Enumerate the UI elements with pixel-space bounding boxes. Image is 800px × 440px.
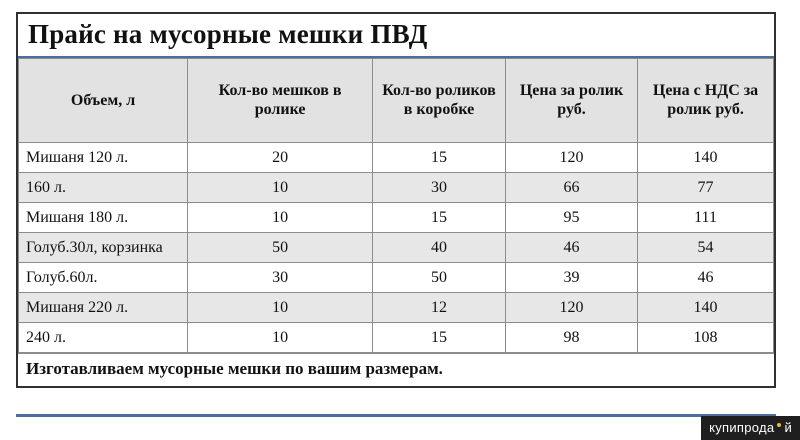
column-header-price-per-roll: Цена за ролик руб.	[505, 59, 637, 143]
watermark-badge	[701, 416, 800, 440]
cell-price-per-roll: 95	[505, 203, 637, 233]
watermark-text-right: й	[784, 420, 792, 435]
cell-volume: 240 л.	[19, 323, 188, 353]
table-row	[19, 203, 774, 233]
cell-price-per-roll: 46	[505, 233, 637, 263]
table-row	[19, 293, 774, 323]
table-row	[19, 263, 774, 293]
table-row	[19, 173, 774, 203]
cell-rolls-per-box: 15	[373, 203, 506, 233]
cell-rolls-per-box: 40	[373, 233, 506, 263]
column-header-rolls-per-box: Кол-во роликов в коробке	[373, 59, 506, 143]
bottom-accent-rule	[16, 414, 776, 417]
table-row	[19, 233, 774, 263]
watermark-text-left: купипрода	[709, 420, 775, 435]
footer-note: Изготавливаем мусорные мешки по вашим размерам.	[18, 353, 774, 386]
cell-bags-per-roll: 20	[188, 143, 373, 173]
cell-rolls-per-box: 30	[373, 173, 506, 203]
watermark-dot-icon	[777, 423, 781, 427]
table-row	[19, 323, 774, 353]
cell-volume: Мишаня 180 л.	[19, 203, 188, 233]
cell-price-with-vat: 46	[638, 263, 774, 293]
cell-rolls-per-box: 50	[373, 263, 506, 293]
cell-volume: Голуб.30л, корзинка	[19, 233, 188, 263]
table-header-row	[19, 59, 774, 143]
cell-rolls-per-box: 15	[373, 323, 506, 353]
title-bar	[18, 14, 774, 58]
cell-bags-per-roll: 50	[188, 233, 373, 263]
cell-price-with-vat: 108	[638, 323, 774, 353]
table-body	[19, 143, 774, 353]
column-header-price-with-vat: Цена с НДС за ролик руб.	[638, 59, 774, 143]
cell-price-per-roll: 120	[505, 293, 637, 323]
cell-price-with-vat: 140	[638, 293, 774, 323]
cell-volume: Голуб.60л.	[19, 263, 188, 293]
cell-price-with-vat: 140	[638, 143, 774, 173]
cell-bags-per-roll: 10	[188, 203, 373, 233]
cell-bags-per-roll: 10	[188, 323, 373, 353]
table-row	[19, 143, 774, 173]
cell-rolls-per-box: 15	[373, 143, 506, 173]
column-header-volume: Объем, л	[19, 59, 188, 143]
cell-rolls-per-box: 12	[373, 293, 506, 323]
cell-volume: Мишаня 220 л.	[19, 293, 188, 323]
cell-price-with-vat: 111	[638, 203, 774, 233]
cell-volume: 160 л.	[19, 173, 188, 203]
cell-bags-per-roll: 10	[188, 173, 373, 203]
cell-bags-per-roll: 10	[188, 293, 373, 323]
cell-price-per-roll: 39	[505, 263, 637, 293]
price-sheet	[16, 12, 776, 388]
cell-bags-per-roll: 30	[188, 263, 373, 293]
cell-price-per-roll: 66	[505, 173, 637, 203]
cell-volume: Мишаня 120 л.	[19, 143, 188, 173]
cell-price-with-vat: 54	[638, 233, 774, 263]
column-header-bags-per-roll: Кол-во мешков в ролике	[188, 59, 373, 143]
cell-price-with-vat: 77	[638, 173, 774, 203]
table-header	[19, 59, 774, 143]
page-title: Прайс на мусорные мешки ПВД	[28, 19, 428, 49]
cell-price-per-roll: 98	[505, 323, 637, 353]
cell-price-per-roll: 120	[505, 143, 637, 173]
price-table	[18, 58, 774, 353]
